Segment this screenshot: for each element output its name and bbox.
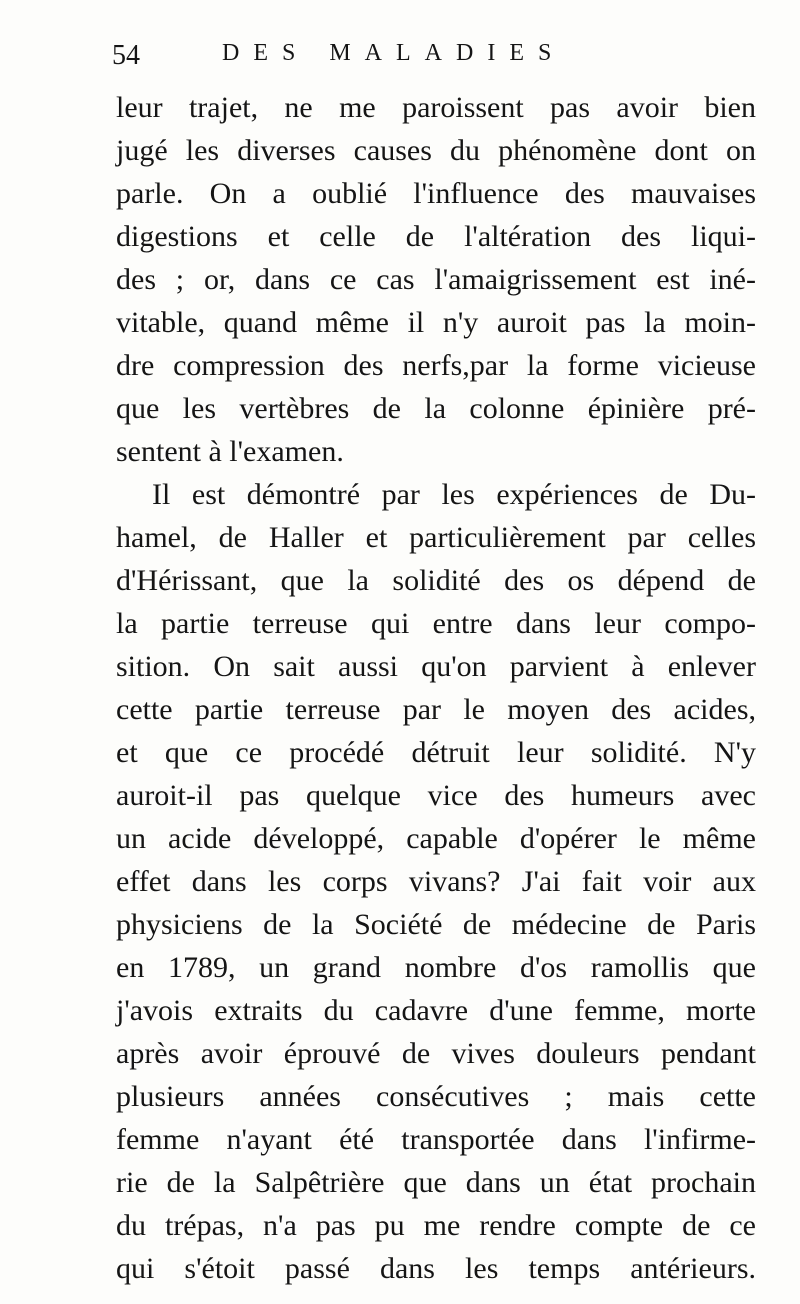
text-line: jugé les diverses causes du phénomène dont on [116, 134, 756, 167]
text-line: vitable, quand même il n'y auroit pas la moin- [116, 306, 756, 339]
running-head: DES MALADIES [222, 40, 566, 66]
text-line: la partie terreuse qui entre dans leur compo- [116, 607, 756, 640]
text-line: et que ce procédé détruit leur solidité. N'y [116, 736, 756, 769]
text-line: qui s'étoit passé dans les temps antérieurs. [116, 1252, 756, 1285]
text-line: d'Hérissant, que la solidité des os dépend de [116, 564, 756, 597]
text-line: physiciens de la Société de médecine de Paris [116, 908, 756, 941]
text-line: auroit-il pas quelque vice des humeurs avec [116, 779, 756, 812]
text-line: sentent à l'examen. [116, 435, 344, 468]
text-line: que les vertèbres de la colonne épinière pré- [116, 392, 756, 425]
text-line: rie de la Salpêtrière que dans un état prochain [116, 1166, 756, 1199]
text-line: après avoir éprouvé de vives douleurs pendant [116, 1037, 756, 1070]
text-line: dre compression des nerfs,par la forme vicieuse [116, 349, 756, 382]
text-line: effet dans les corps vivans? J'ai fait voir aux [116, 865, 756, 898]
text-line: du trépas, n'a pas pu me rendre compte de ce [116, 1209, 756, 1242]
text-line: leur trajet, ne me paroissent pas avoir bien [116, 91, 756, 124]
text-line: femme n'ayant été transportée dans l'infirme- [116, 1123, 756, 1156]
page-number: 54 [112, 40, 140, 71]
page-header [112, 38, 762, 80]
text-line: en 1789, un grand nombre d'os ramollis que [116, 951, 756, 984]
text-line: des ; or, dans ce cas l'amaigrissement est iné- [116, 263, 756, 296]
text-line: digestions et celle de l'altération des liqui- [116, 220, 756, 253]
text-line: j'avois extraits du cadavre d'une femme, morte [116, 994, 756, 1027]
body-text [116, 86, 756, 1290]
text-line: sition. On sait aussi qu'on parvient à enlever [116, 650, 756, 683]
text-line: un acide développé, capable d'opérer le même [116, 822, 756, 855]
text-line: parle. On a oublié l'influence des mauvaises [116, 177, 756, 210]
text-line: hamel, de Haller et particulièrement par celles [116, 521, 756, 554]
text-line: plusieurs années consécutives ; mais cette [116, 1080, 756, 1113]
text-line: cette partie terreuse par le moyen des acides, [116, 693, 756, 726]
text-line: Il est démontré par les expériences de Du- [152, 478, 756, 511]
